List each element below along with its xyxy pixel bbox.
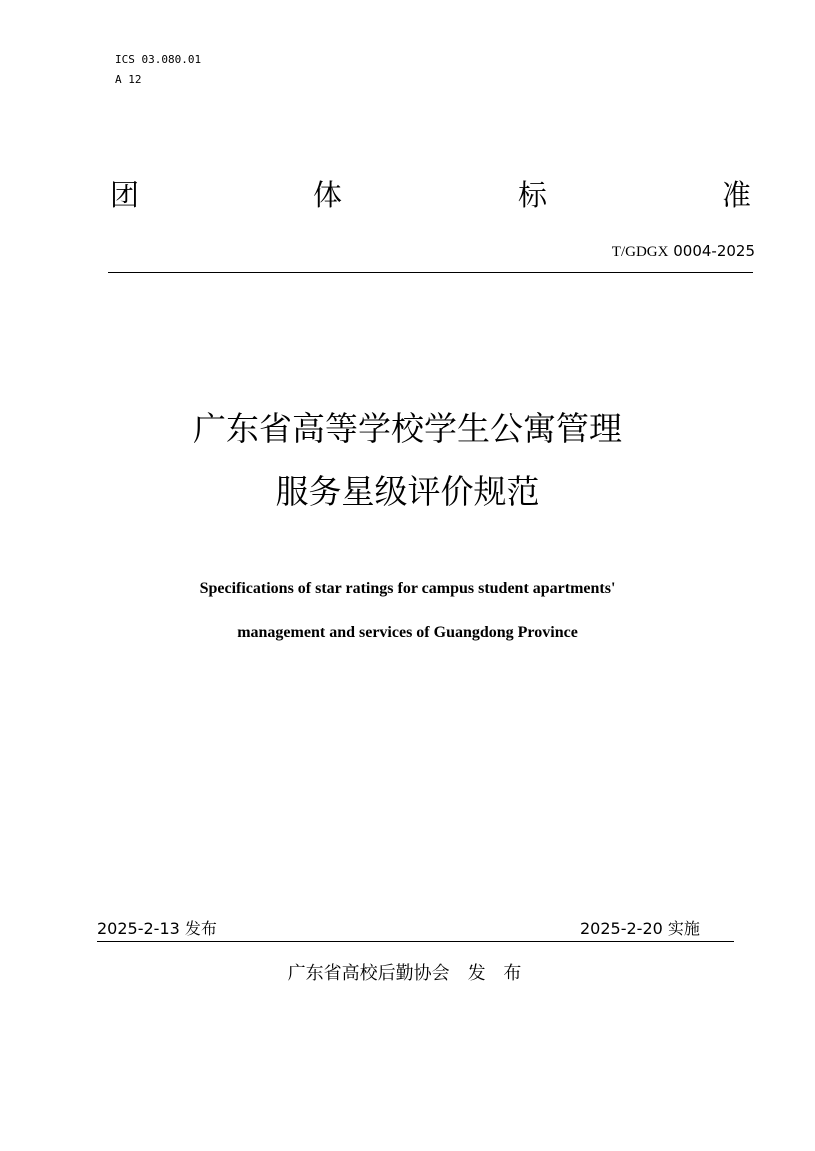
ics-code: ICS 03.080.01 (115, 53, 202, 66)
classification-code: A 12 (115, 73, 142, 86)
standard-type-char: 团 (110, 178, 140, 212)
publisher-action: 发 布 (467, 963, 528, 984)
title-en-line1: Specifications of star ratings for campus student apartments' (199, 580, 616, 597)
header-divider (108, 272, 753, 273)
publisher-name: 广东省高校后勤协会 (287, 963, 450, 984)
standard-number-prefix: T/GDGX (611, 244, 669, 260)
title-cn-line1: 广东省高等学校学生公寓管理 (193, 409, 622, 448)
publisher (0, 962, 815, 986)
effective-date: 2025-2-20 实施 (580, 919, 700, 938)
standard-number-code: 0004-2025 (673, 242, 755, 260)
standard-type-char: 体 (313, 178, 343, 212)
footer-divider (97, 941, 734, 942)
standard-type-char: 标 (518, 178, 548, 212)
publish-date: 2025-2-13 发布 (97, 919, 217, 938)
standard-type-char: 准 (722, 178, 752, 212)
title-en-line2: management and services of Guangdong Province (237, 624, 578, 641)
title-cn-line2: 服务星级评价规范 (275, 472, 540, 511)
standard-number (612, 242, 755, 261)
